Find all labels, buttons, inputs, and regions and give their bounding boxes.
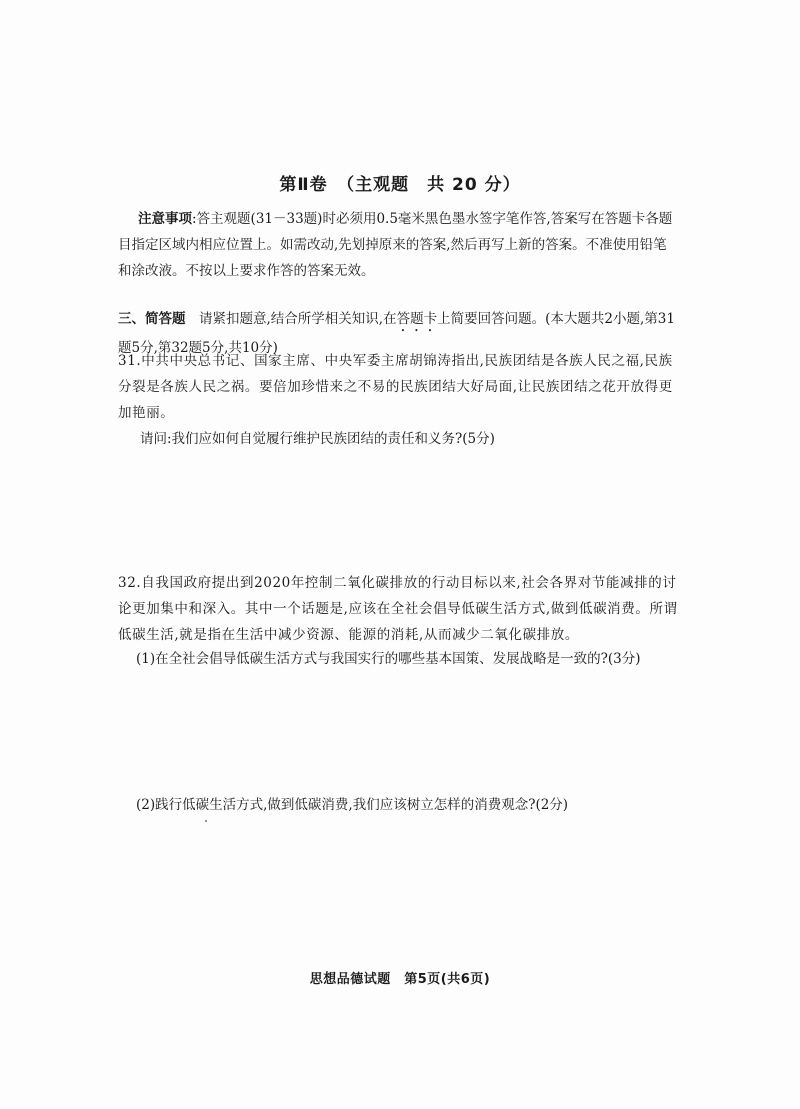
- question-32-sub2: (2)践行低碳生活方式,做到低碳消费,我们应该树立怎样的消费观念?(2分): [136, 797, 569, 813]
- question-32-sub1: (1)在全社会倡导低碳生活方式与我国实行的哪些基本国策、发展战略是一致的?(3分): [136, 651, 641, 667]
- question-31-ask: 请问:我们应如何自觉履行维护民族团结的责任和义务?(5分): [140, 431, 495, 447]
- notice-paragraph: [118, 206, 678, 284]
- section-label: 三、简答题: [118, 311, 186, 327]
- notice-label: 注意事项: [138, 211, 192, 227]
- question-32-stem: 32.自我国政府提出到2020年控制二氧化碳排放的行动目标以来,社会各界对节能减排的讨论更加集中和深入。其中一个话题是,应该在全社会倡导低碳生活方式,做到低碳消费。所谓低碳生活,就是指在生活中减少资源、能源的消耗,从而减少二氧化碳排放。: [118, 575, 678, 643]
- page-footer: 思想品德试题 第5页(共6页): [309, 972, 491, 987]
- section-text-after: 上简要回答问题。(本大题共2小题,第31题5分,第32题5分,共10分): [118, 311, 675, 356]
- section-emphasis: 答题卡: [396, 311, 438, 327]
- page-title: 第Ⅱ卷 （主观题 共 20 分）: [279, 175, 521, 195]
- section-text-before: 请紧扣题意,结合所学相关知识,在: [185, 311, 397, 327]
- scan-speck: [205, 820, 207, 822]
- notice-text: :答主观题(31－33题)时必须用0.5毫米黑色墨水签字笔作答,答案写在答题卡各题目指定区域内相应位置上。如需改动,先划掉原来的答案,然后再写上新的答案。不准使用铅笔和涂改液。不按以上要求作答的答案无效。: [118, 211, 673, 279]
- question-31-stem: 31.中共中央总书记、国家主席、中央军委主席胡锦涛指出,民族团结是各族人民之福,民族分裂是各族人民之祸。要倍加珍惜来之不易的民族团结大好局面,让民族团结之花开放得更加艳丽。: [118, 353, 673, 421]
